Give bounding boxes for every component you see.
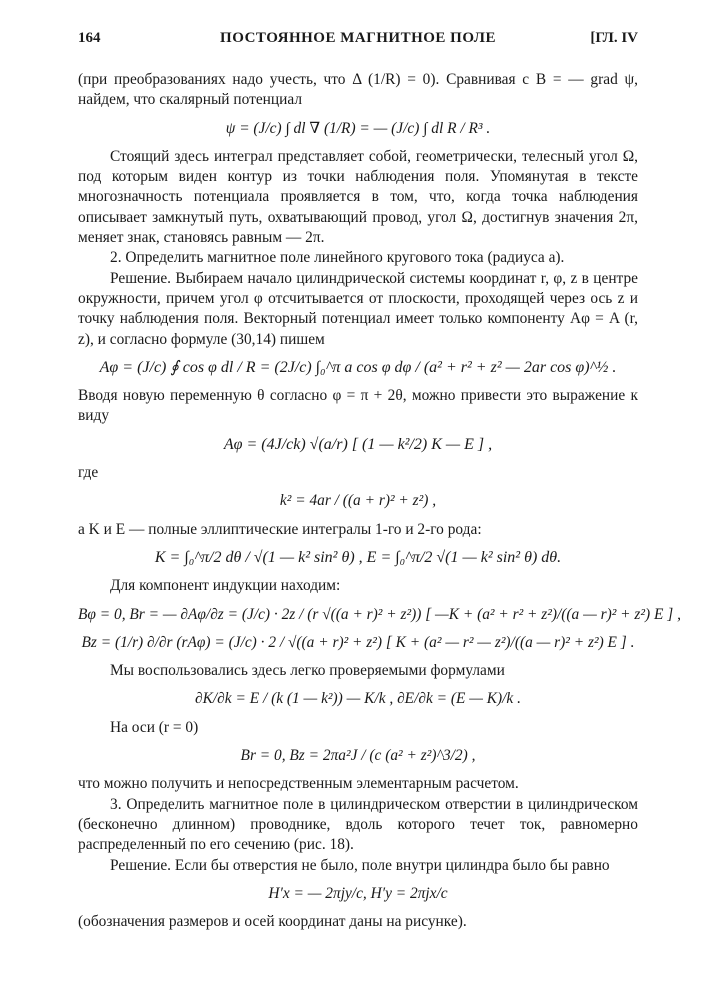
problem-2-statement: 2. Определить магнитное поле линейного кругового тока (радиуса a). — [110, 249, 565, 267]
paragraph: Для компонент индукции находим: — [110, 577, 341, 595]
problem-3-statement: 3. Определить магнитное поле в цилиндрическом отверстии в цилиндрическом (бесконечно длинном) проводнике, вдоль которого течет ток, равномерно распределенный по его сечению (рис. 18). — [78, 795, 638, 854]
paragraph: Мы воспользовались здесь легко проверяемыми формулами — [110, 662, 505, 680]
paragraph: а K и E — полные эллиптические интегралы 1-го и 2-го рода: — [78, 520, 482, 538]
chapter-title: ПОСТОЯННОЕ МАГНИТНОЕ ПОЛЕ — [220, 30, 496, 46]
equation-b-axial: Bz = (1/r) ∂/∂r (rAφ) = (J/c) · 2 / √((a + r)² + z²) [ K + (a² — r² — z²)/((a — r)² + z²) E ] . — [81, 633, 635, 651]
equation-scalar-potential: ψ = (J/c) ∫ dl ∇ (1/R) = — (J/c) ∫ dl R / R³ . — [225, 119, 491, 137]
equation-field-inside-cylinder: H′x = — 2πjy/c, H′y = 2πjx/c — [268, 884, 448, 902]
equation-k-squared: k² = 4ar / ((a + r)² + z²) , — [279, 492, 437, 510]
page-number: 164 — [78, 30, 101, 46]
equation-b-radial: Bφ = 0, Br = — ∂Aφ/∂z = (J/c) · 2z / (r √((a + r)² + z²)) [ —K + (a² + r² + z²)/((a — r)² + z²) E ] , — [78, 605, 681, 623]
equation-vector-potential-elliptic: Aφ = (4J/ck) √(a/r) [ (1 — k²/2) K — E ] , — [223, 435, 493, 453]
page-body — [78, 70, 681, 932]
paragraph: Стоящий здесь интеграл представляет собой, геометрически, телесный угол Ω, под которым виден контур из точки наблюдения поля. Упомянутая в тексте многозначность потенциала проявляется в том, что, когда точка наблюдения описывает замкнутый путь, охватывающий провод, угол Ω, достигнув значения 2π, меняет знак, становясь равным — 2π. — [78, 147, 638, 247]
equation-elliptic-derivatives: ∂K/∂k = E / (k (1 — k²)) — K/k , ∂E/∂k = (E — K)/k . — [195, 690, 521, 708]
equation-elliptic-integrals: K = ∫₀^π/2 dθ / √(1 — k² sin² θ) , E = ∫₀^π/2 √(1 — k² sin² θ) dθ. — [154, 548, 562, 566]
paragraph: что можно получить и непосредственным элементарным расчетом. — [78, 775, 519, 793]
equation-vector-potential-integral: Aφ = (J/c) ∮ cos φ dl / R = (2J/c) ∫₀^π a cos φ dφ / (a² + r² + z² — 2ar cos φ)^½ . — [99, 358, 617, 376]
running-header — [78, 30, 638, 52]
paragraph: где — [78, 464, 99, 482]
paragraph: На оси (r = 0) — [110, 718, 199, 736]
paragraph: (обозначения размеров и осей координат даны на рисунке). — [78, 913, 467, 931]
paragraph: Вводя новую переменную θ согласно φ = π + 2θ, можно привести это выражение к виду — [78, 387, 638, 425]
chapter-label: [ГЛ. IV — [590, 30, 638, 46]
paragraph: (при преобразованиях надо учесть, что Δ (1/R) = 0). Сравнивая с B = — grad ψ, найдем, что скалярный потенциал — [78, 71, 638, 109]
equation-on-axis: Br = 0, Bz = 2πa²J / (c (a² + z²)^3/2) , — [240, 747, 476, 765]
solution-paragraph: Решение. Если бы отверстия не было, поле внутри цилиндра было бы равно — [110, 856, 610, 874]
solution-paragraph: Решение. Выбираем начало цилиндрической системы координат r, φ, z в центре окружности, причем угол φ отсчитывается от плоскости, проходящей через ось z и точку наблюдения поля. Векторный потенциал имеет только компоненту Aφ = A (r, z), и согласно формуле (30,14) пишем — [78, 269, 638, 348]
